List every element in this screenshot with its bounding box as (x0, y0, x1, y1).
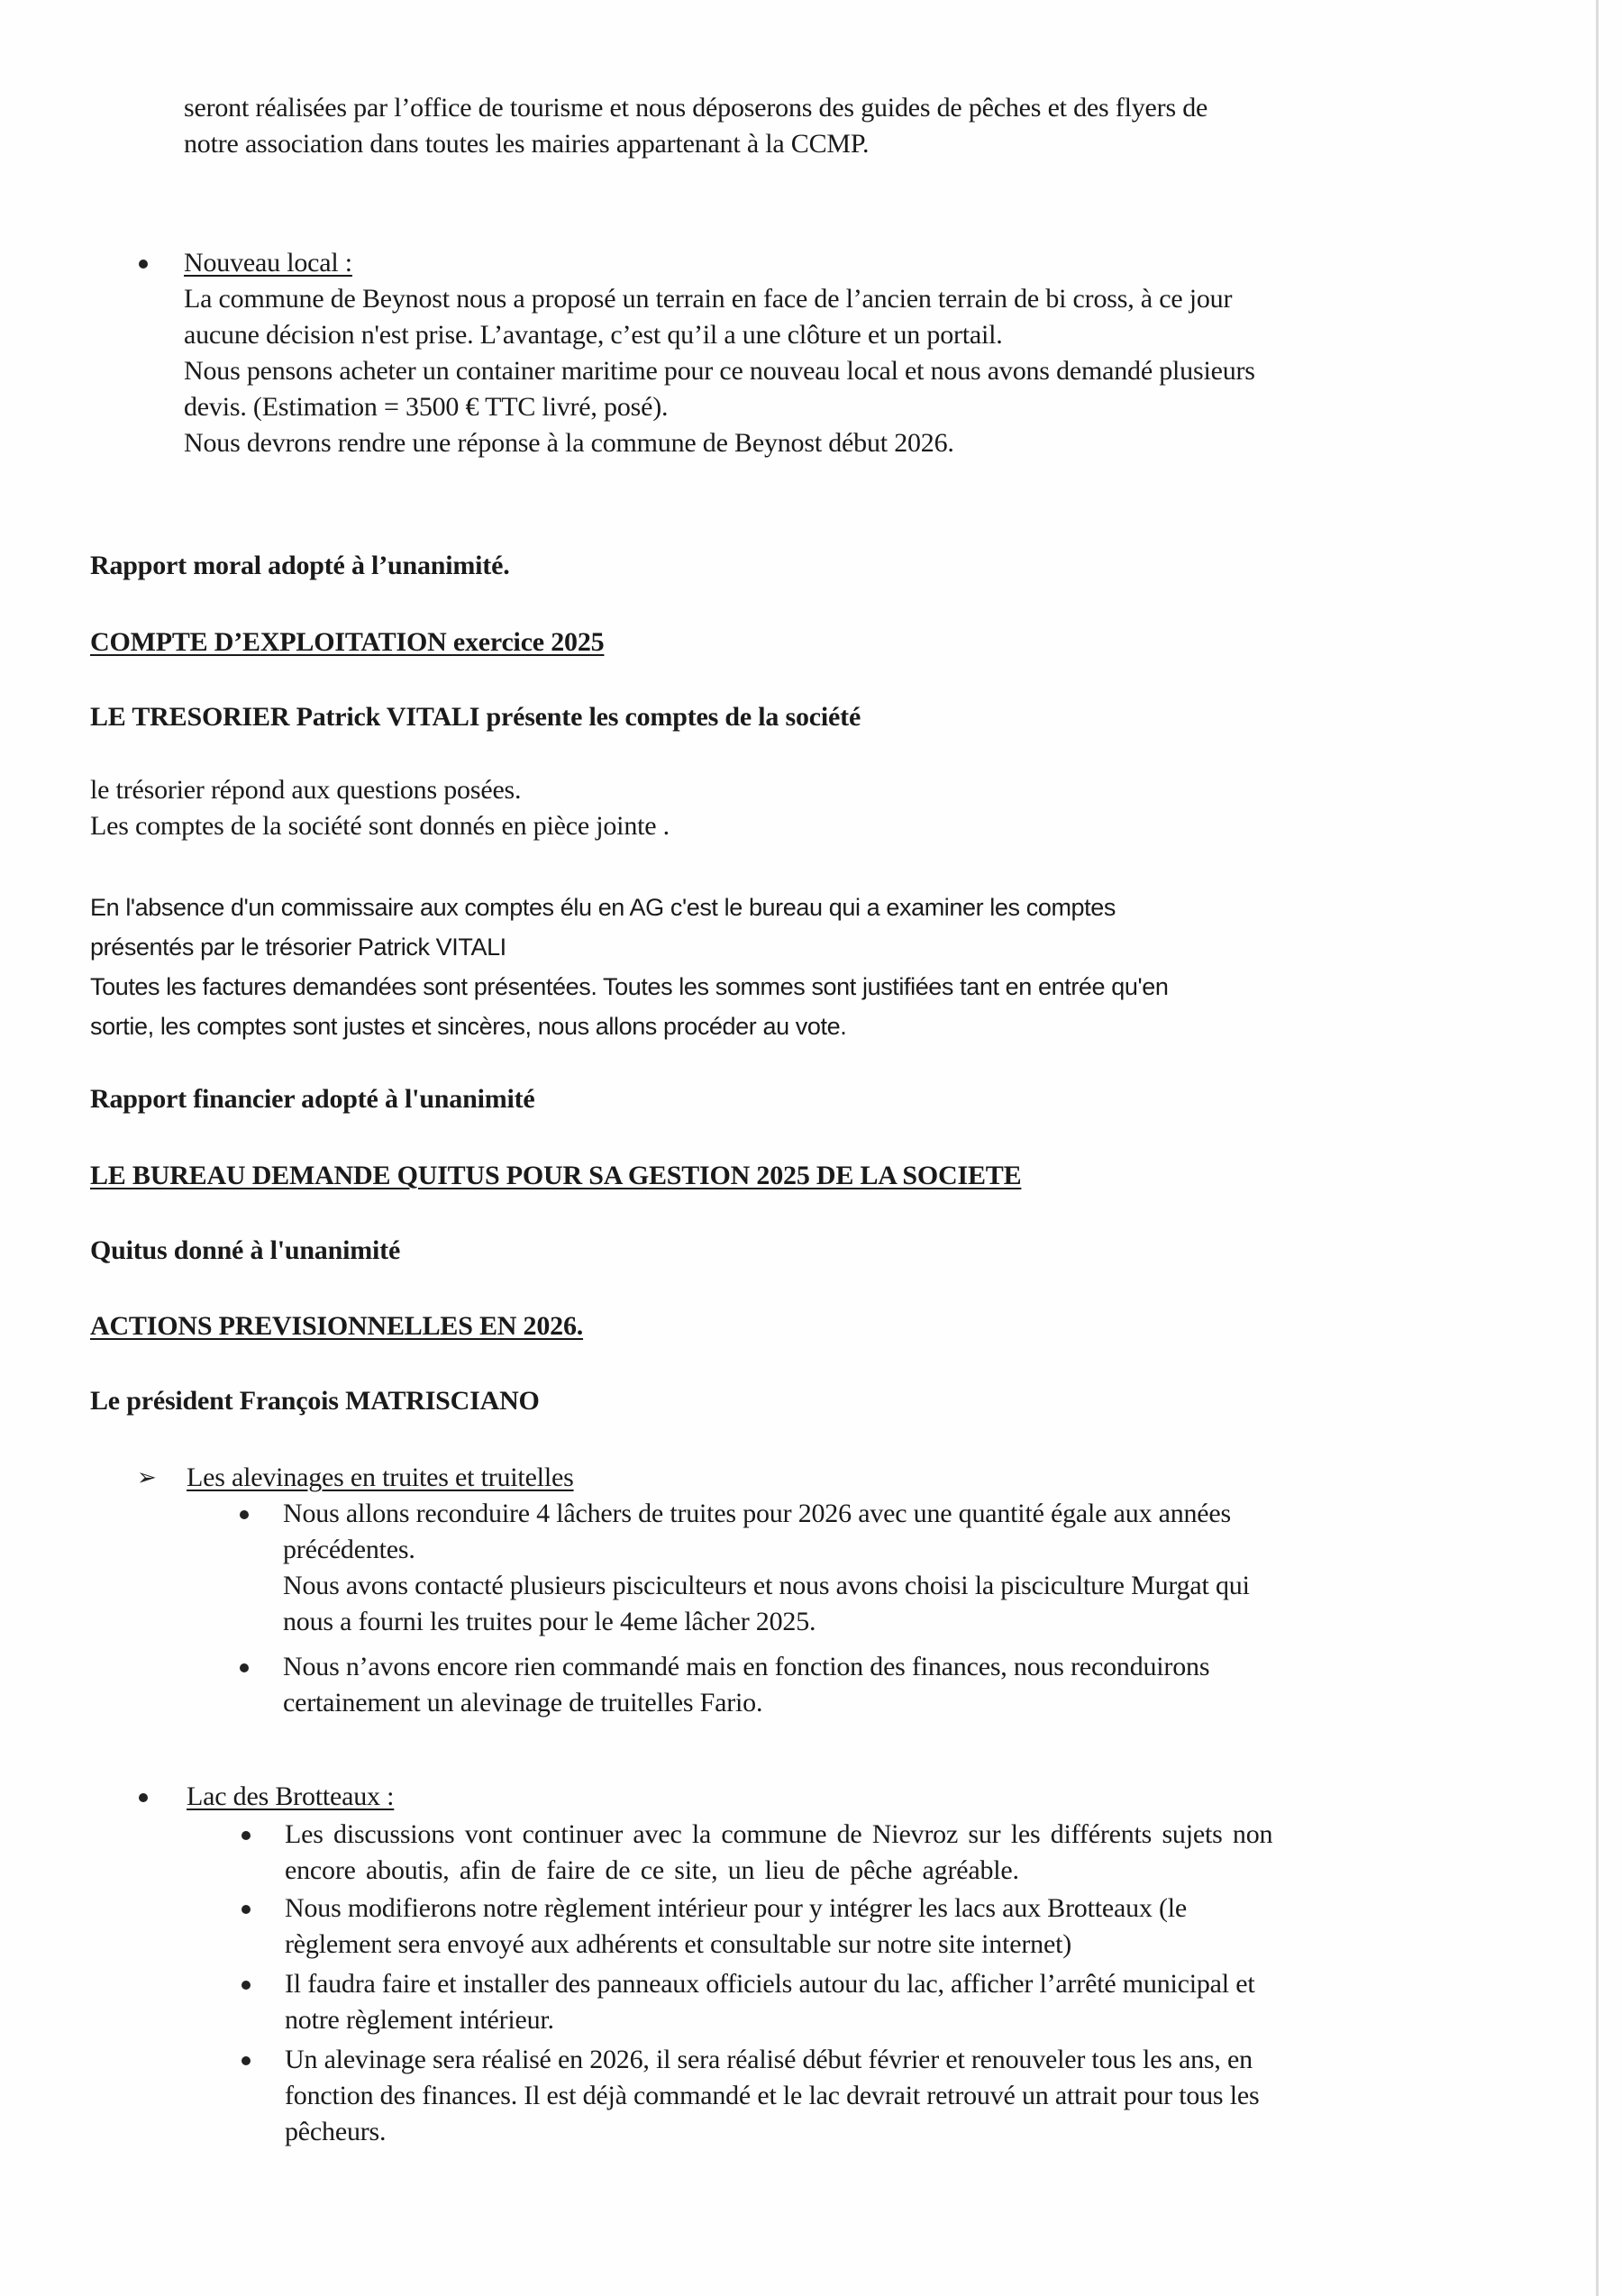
quitus-request-heading: LE BUREAU DEMANDE QUITUS POUR SA GESTION 2025 DE LA SOCIETE (90, 1161, 1022, 1190)
text-line: règlement sera envoyé aux adhérents et consultable sur notre site internet) (285, 1929, 1071, 1959)
alevinages-item-1 (283, 1496, 1250, 1640)
scan-edge-divider (1596, 0, 1599, 2296)
president-heading: Le président François MATRISCIANO (90, 1386, 540, 1416)
nouveau-local-section (184, 245, 1255, 461)
text-line: Nous devrons rendre une réponse à la commune de Beynost début 2026. (184, 428, 954, 458)
text-line: présentés par le trésorier Patrick VITALI (90, 934, 506, 961)
section-title-lac-brotteaux: Lac des Brotteaux : (187, 1781, 395, 1811)
bullet-icon (241, 1831, 251, 1840)
text-line: Toutes les factures demandées sont présentées. Toutes les sommes sont justifiées tant en entrée qu'en (90, 973, 1169, 1000)
text-line: certainement un alevinage de truitelles Fario. (283, 1688, 763, 1717)
lac-item-1 (285, 1817, 1272, 1889)
bullet-icon (240, 1510, 249, 1519)
tresorier-paragraph (90, 772, 670, 844)
text-line: précédentes. (283, 1535, 415, 1564)
text-line: encore aboutis, afin de faire de ce site, un lieu de pêche agréable. (285, 1855, 1019, 1885)
text-line: Nous pensons acheter un container maritime pour ce nouveau local et nous avons demandé plusieurs (184, 356, 1255, 386)
text-line: La commune de Beynost nous a proposé un terrain en face de l’ancien terrain de bi cross, à ce jour (184, 284, 1233, 314)
alevinages-item-2 (283, 1649, 1209, 1721)
actions-heading: ACTIONS PREVISIONNELLES EN 2026. (90, 1311, 584, 1341)
text-line: notre association dans toutes les mairies appartenant à la CCMP. (184, 129, 870, 159)
text-line: Nous avons contacté plusieurs pisciculteurs et nous avons choisi la pisciculture Murgat qui (283, 1571, 1250, 1600)
text-line: fonction des finances. Il est déjà commandé et le lac devrait retrouvé un attrait pour tous les (285, 2081, 1260, 2110)
rapport-moral-heading: Rapport moral adopté à l’unanimité. (90, 551, 510, 580)
text-line: aucune décision n'est prise. L’avantage, c’est qu’il a une clôture et un portail. (184, 320, 1003, 350)
text-line: Nous modifierons notre règlement intérieur pour y intégrer les lacs aux Brotteaux (le (285, 1893, 1188, 1923)
text-line: Un alevinage sera réalisé en 2026, il sera réalisé début février et renouveler tous les ans, en (285, 2045, 1253, 2074)
section-title-alevinages: Les alevinages en truites et truitelles (187, 1462, 574, 1492)
text-line: Nous allons reconduire 4 lâchers de truites pour 2026 avec une quantité égale aux années (283, 1499, 1232, 1528)
text-line: Les discussions vont continuer avec la commune de Nievroz sur les différents sujets non (285, 1819, 1273, 1849)
text-line: sortie, les comptes sont justes et sincères, nous allons procéder au vote. (90, 1013, 847, 1040)
tresorier-heading: LE TRESORIER Patrick VITALI présente les comptes de la société (90, 702, 861, 732)
text-line: En l'absence d'un commissaire aux comptes élu en AG c'est le bureau qui a examiner les comptes (90, 894, 1116, 921)
text-line: le trésorier répond aux questions posées. (90, 775, 522, 805)
commissaire-paragraph (90, 888, 1168, 1046)
lac-item-4 (285, 2042, 1259, 2150)
intro-paragraph (184, 90, 1207, 162)
bullet-icon (241, 1981, 251, 1990)
text-line: devis. (Estimation = 3500 € TTC livré, posé). (184, 392, 669, 422)
lac-item-2 (285, 1891, 1187, 1963)
text-line: Il faudra faire et installer des panneaux officiels autour du lac, afficher l’arrêté municipal et (285, 1969, 1255, 1999)
lac-item-3 (285, 1966, 1254, 2038)
compte-exploitation-heading: COMPTE D’EXPLOITATION exercice 2025 (90, 627, 605, 657)
bullet-icon (139, 260, 148, 269)
text-line: Les comptes de la société sont donnés en pièce jointe . (90, 811, 670, 841)
text-line: nous a fourni les truites pour le 4eme lâcher 2025. (283, 1607, 816, 1636)
bullet-icon (241, 2056, 251, 2065)
bullet-icon (241, 1905, 251, 1914)
quitus-given-heading: Quitus donné à l'unanimité (90, 1235, 401, 1265)
bullet-icon (240, 1663, 249, 1672)
text-line: notre règlement intérieur. (285, 2005, 554, 2035)
section-title-nouveau-local: Nouveau local : (184, 248, 352, 278)
bullet-icon (139, 1793, 148, 1802)
text-line: pêcheurs. (285, 2117, 387, 2146)
text-line: seront réalisées par l’office de tourisme et nous déposerons des guides de pêches et des flyers de (184, 93, 1208, 123)
rapport-financier-heading: Rapport financier adopté à l'unanimité (90, 1084, 535, 1114)
text-line: Nous n’avons encore rien commandé mais en fonction des finances, nous reconduirons (283, 1652, 1210, 1681)
arrow-bullet-icon: ➢ (137, 1464, 157, 1491)
